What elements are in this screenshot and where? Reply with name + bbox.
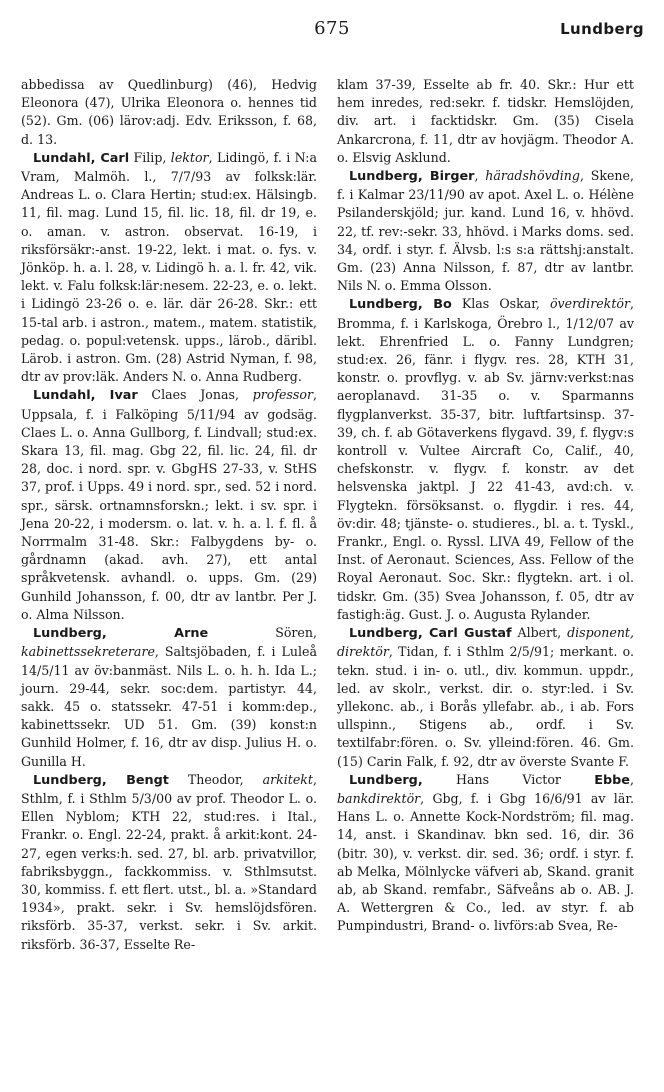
left-column	[21, 76, 317, 954]
entry-title: lektor	[170, 149, 209, 165]
entry-headword: Lundberg, Bo	[349, 297, 452, 313]
entry-lundberg-arne: Lundberg, Arne Sören, kabinettssekreterare, Saltsjöbaden, f. i Luleå 14/5/11 av öv:banmäst. Nils L. o. h. h. Ida L.; journ. 29-44, sekr. soc:dem. partistyr. 44, sakk. 45 o. statssekr. 47-51 i komm:dep., kabinettssekr. UD 51. Gm. (39) konst:n Gunhild Holmer, f. 16, dtr av disp. Julius H. o. Gunilla H.	[21, 625, 317, 769]
entry-title: professor	[252, 387, 313, 403]
entry-lundahl-carl: Lundahl, Carl Filip, lektor, Lidingö, f. i N:a Vram, Malmöh. l., 7/7/93 av folksk:lär. Andreas L. o. Clara Hertin; stud:ex. Hälsingb. 11, fil. mag. Lund 15, fil. lic. 18, fil. dr 19, e. o. aman. v. astron. observat. 16-19, i riksförsäkr:-anst. 19-22, lekt. i mat. o. fys. v. Jönköp. h. a. l. 28, v. Lidingö h. a. l. fr. 42, vik. lekt. v. Falu folksk:lär:nesem. 22-23, e. o. lekt. i Lidingö 23-26 o. e. lär. där 26-28. Skr.: ett 15-tal arb. i astron., matem., matem. statistik, pedag. o. popul:vetensk. upps., lärob., däribl. Lärob. i astron. Gm. (28) Astrid Nyman, f. 98, dtr av prov:läk. Anders N. o. Anna Rudberg.	[21, 149, 317, 385]
running-head: Lundberg	[560, 20, 644, 38]
entry-headword: Lundahl, Ivar	[33, 388, 138, 404]
entry-title: bankdirektör	[337, 790, 421, 806]
entry-lundberg-bengt: Lundberg, Bengt Theodor, arkitekt, Sthlm, f. i Sthlm 5/3/00 av prof. Theodor L. o. Ellen Nyblom; KTH 22, stud:res. i Ital., Frankr. o. Engl. 22-24, prakt. å arkit:kont. 24-27, egen verks:h. sed. 27, bl. arb. privatvillor, fabriksbyggn., fackkommiss. v. Sthlmsutst. 30, kommiss. f. ett flert. utst., bl. a. »Standard 1934», prakt. sekr. i Sv. hemslöjdsfören. riksförb. 35-37, verkst. sekr. i Sv. arkit. riksförb. 36-37, Esselte Re-	[21, 771, 317, 952]
entry-lundberg-birger: Lundberg, Birger, häradshövding, Skene, f. i Kalmar 23/11/90 av apot. Axel L. o. Hélène Psilanderskjöld; jur. kand. Lund 16, v. hhövd. 22, tf. rev:-sekr. 33, hhövd. i Marks doms. sed. 34, ordf. i styr. f. Älvsb. l:s s:a rättshj:anstalt. Gm. (23) Anna Nilsson, f. 87, dtr av lantbr. Nils N. o. Emma Olsson.	[337, 168, 634, 294]
entry-headword: Lundahl, Carl	[33, 150, 130, 166]
entry-headword: Lundberg,	[349, 772, 423, 788]
entry-title: disponent, direktör	[337, 625, 634, 660]
entry-headword: Lundberg, Birger	[349, 169, 475, 185]
page-number: 675	[314, 18, 350, 39]
entry-lundberg-carl-gustaf: Lundberg, Carl Gustaf Albert, disponent, direktör, Tidan, f. i Sthlm 2/5/91; merkant. o. tekn. stud. i in- o. utl., div. kommun. uppdr., led. av skolr., verkst. dir. o. styr:led. i Sv. yllekonc. ab., i Borås yllefabr. ab., i ab. Fors ullspinn., Stigens ab., ordf. i Sv. textilfabr:fören. o. Sv. ylleind:fören. 46. Gm. (15) Carin Falk, f. 92, dtr av överste Svante F.	[337, 625, 634, 769]
entry-headword: Lundberg, Carl Gustaf	[349, 626, 512, 642]
entry-headword-callname: Ebbe	[594, 772, 630, 788]
entry-continuation: klam 37-39, Esselte ab fr. 40. Skr.: Hur ett hem inredes, red:sekr. f. tidskr. Hemslöjden, div. art. i facktidskr. Gm. (35) Cisela Ankarcrona, f. 11, dtr av hovjägm. Theodor A. o. Elsvig Asklund.	[337, 77, 634, 165]
entry-title: överdirektör	[549, 296, 630, 312]
entry-lundberg-bo: Lundberg, Bo Klas Oskar, överdirektör, Bromma, f. i Karlskoga, Örebro l., 1/12/07 av lekt. Ehrenfried L. o. Fanny Lundgren; stud:ex. 26, fänr. i flygv. res. 28, KTH 31, konstr. o. provflyg. v. ab Sv. järnv:verkst:nas aeroplanavd. 31-35 o. v. Sparmanns flygplanverkst. 35-37, bitr. luftfartsinsp. 37-39, ch. f. ab Götaverkens flygavd. 39, f. flygv:s kontroll v. Vultee Aircraft Co, Calif., 40, chefskonstr. v. flygv. f. konstr. av det helsvenska jaktpl. J 22 41-43, avd:ch. v. Flygtekn. försöksanst. o. flygdir. i res. 44, öv:dir. 48; tjänste- o. studieres., bl. a. t. Tyskl., Frankr., Engl. o. Ryssl. LIVA 49, Fellow of the Inst. of Aeronaut. Sciences, Ass. Fellow of the Royal Aeronaut. Soc. Skr.: flygtekn. art. i ol. tidskr. Gm. (35) Svea Johansson, f. 05, dtr av fastigh:äg. Gust. J. o. Augusta Rylander.	[337, 296, 634, 622]
right-column	[337, 76, 634, 936]
entry-continuation: abbedissa av Quedlinburg) (46), Hedvig Eleonora (47), Ulrika Eleonora o. hennes tid (52). Gm. (06) lärov:adj. Edv. Eriksson, f. 68, d. 13.	[21, 77, 317, 147]
entry-title: kabinettssekreterare	[21, 644, 155, 660]
entry-title: häradshövding	[485, 168, 580, 184]
page-header	[0, 8, 664, 48]
entry-headword: Lundberg, Arne	[33, 626, 209, 642]
entry-headword: Lundberg, Bengt	[33, 772, 169, 788]
entry-title: arkitekt	[262, 771, 313, 787]
entry-lundahl-ivar: Lundahl, Ivar Claes Jonas, professor, Uppsala, f. i Falköping 5/11/94 av godsäg. Claes L. o. Anna Gullborg, f. Lindvall; stud:ex. Skara 13, fil. mag. Gbg 22, fil. lic. 24, fil. dr 28, doc. i nord. spr. v. GbgHS 27-33, v. StHS 37, prof. i Upps. 49 i nord. spr., sed. 52 i nord. spr., särsk. ortnamnsforskn.; lekt. i sv. spr. i Jena 20-22, i modersm. o. lat. v. h. a. l. f. fl. å Norrmalm 31-48. Skr.: Falbygdens by- o. gårdnamn (akad. avh. 27), ett antal språkvetensk. avhandl. o. upps. Gm. (29) Gunhild Johansson, f. 00, dtr av lantbr. Per J. o. Alma Nilsson.	[21, 387, 317, 622]
entry-lundberg-ebbe: Lundberg, Hans Victor Ebbe, bankdirektör, Gbg, f. i Gbg 16/6/91 av lär. Hans L. o. Annette Kock-Nordström; fil. mag. 14, anst. i Skandinav. bkn sed. 16, dir. 36 (bitr. 30), v. verkst. dir. sed. 36; ordf. i styr. f. ab Melka, Mölnlycke väfveri ab, Skand. granit ab, ab Skand. remfabr., Säfveåns ab o. AB. J. A. Wettergren & Co., led. av styr. f. ab Pumpindustri, Brand- o. livförs:ab Svea, Re-	[337, 771, 634, 934]
